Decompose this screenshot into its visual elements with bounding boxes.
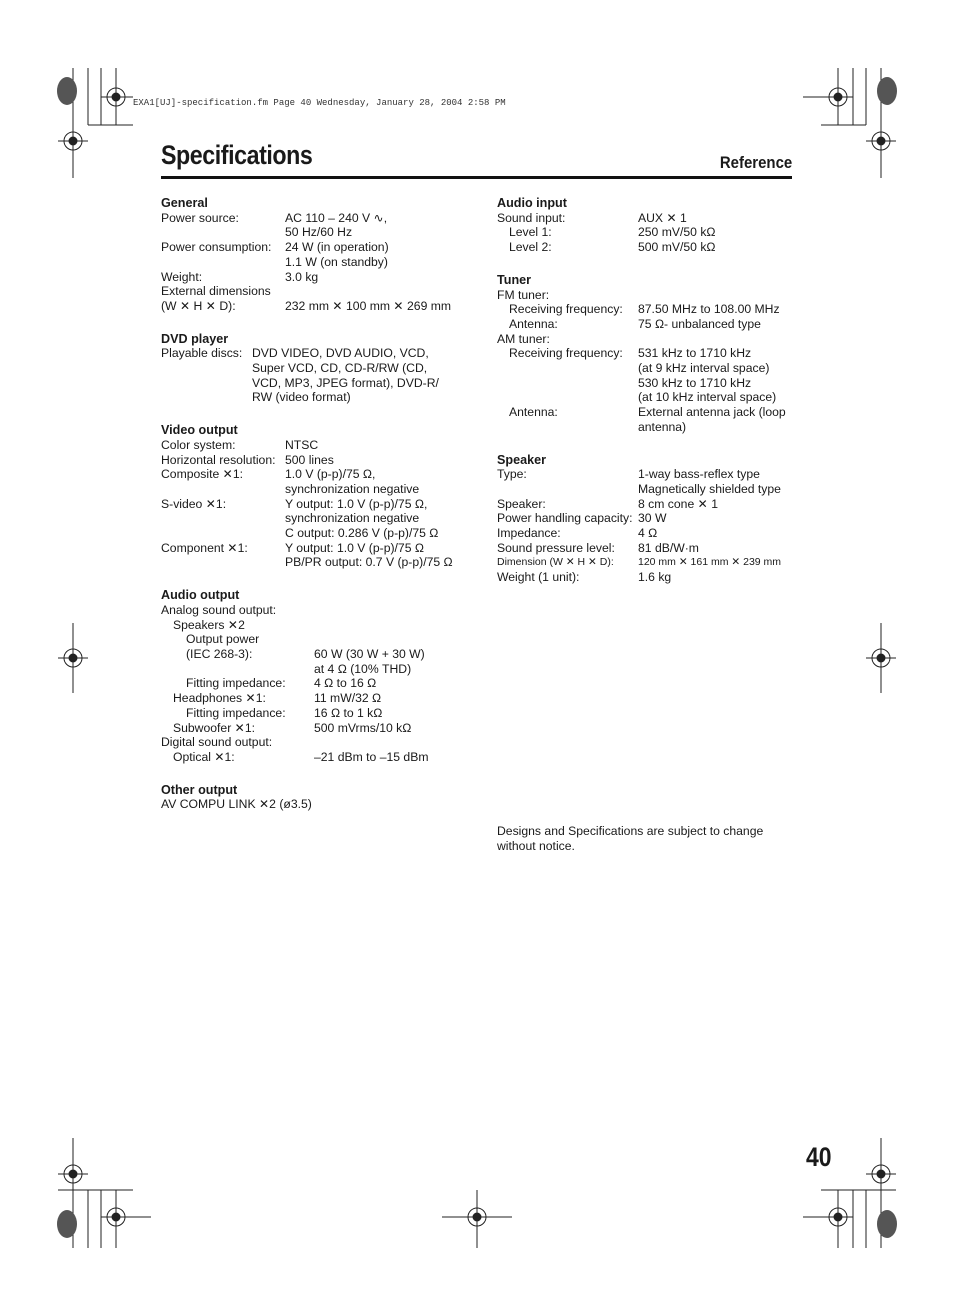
spec-value: AV COMPU LINK ✕2 (ø3.5)	[161, 797, 312, 812]
spec-key: (W ✕ H ✕ D):	[161, 298, 236, 313]
spec-value: (at 9 kHz interval space)	[638, 361, 770, 376]
spec-key: Output power	[186, 632, 260, 647]
spec-value: (at 10 kHz interval space)	[638, 390, 777, 405]
spec-value: 500 lines	[285, 452, 334, 467]
spec-key: AM tuner:	[497, 331, 550, 346]
spec-value: 75 Ω- unbalanced type	[638, 316, 761, 331]
spec-key: Headphones ✕1:	[173, 691, 266, 706]
spec-key: Antenna:	[509, 405, 558, 420]
general-section	[161, 196, 461, 314]
spec-value: 500 mV/50 kΩ	[638, 240, 716, 255]
spec-value: C output: 0.286 V (p-p)/75 Ω	[285, 526, 439, 541]
spec-key: Receiving frequency:	[509, 302, 623, 317]
spec-value: DVD VIDEO, DVD AUDIO, VCD,	[252, 346, 429, 361]
spec-key: Type:	[497, 467, 527, 482]
spec-key: Fitting impedance:	[186, 705, 286, 720]
spec-key: External dimensions	[161, 284, 271, 299]
spec-value: 1-way bass-reflex type	[638, 467, 760, 482]
speaker-title: Speaker	[497, 452, 547, 467]
spec-value: 4 Ω	[638, 526, 658, 541]
spec-value: 4 Ω to 16 Ω	[314, 676, 377, 691]
audio-input-title: Audio input	[497, 196, 567, 210]
spec-key: Horizontal resolution:	[161, 452, 276, 467]
spec-value: –21 dBm to –15 dBm	[314, 749, 429, 764]
title-rule	[161, 176, 792, 179]
spec-value: NTSC	[285, 437, 319, 452]
spec-key: Level 1:	[509, 225, 552, 240]
file-header-line: EXA1[UJ]-specification.fm Page 40 Wednesday, January 28, 2004 2:58 PM	[133, 98, 506, 108]
spec-key: Playable discs:	[161, 346, 243, 361]
spec-key: Level 2:	[509, 240, 552, 255]
spec-value: Super VCD, CD, CD-R/RW (CD,	[252, 361, 428, 376]
spec-value: PB/PR output: 0.7 V (p-p)/75 Ω	[285, 555, 453, 570]
spec-key: Antenna:	[509, 316, 558, 331]
spec-key: Dimension (W ✕ H ✕ D):	[497, 556, 614, 569]
section-label: Reference	[719, 153, 792, 172]
spec-key: Digital sound output:	[161, 735, 273, 750]
page-title: Specifications	[161, 140, 313, 170]
spec-value: 500 mVrms/10 kΩ	[314, 720, 412, 735]
spec-key: Power source:	[161, 210, 239, 225]
spec-value: 24 W (in operation)	[285, 240, 389, 255]
spec-value: RW (video format)	[252, 390, 351, 405]
left-column	[161, 196, 461, 830]
spec-key: Power consumption:	[161, 240, 272, 255]
spec-key: Component ✕1:	[161, 540, 248, 555]
spec-key: Weight (1 unit):	[497, 570, 580, 585]
tuner-section	[497, 273, 797, 435]
audio-output-section	[161, 588, 461, 764]
spec-value: 8 cm cone ✕ 1	[638, 496, 718, 511]
spec-value: 60 W (30 W + 30 W)	[314, 646, 425, 661]
other-output-section	[161, 783, 461, 812]
spec-value: 16 Ω to 1 kΩ	[314, 705, 383, 720]
page-number: 40	[806, 1142, 832, 1172]
spec-value: Magnetically shielded type	[638, 481, 781, 496]
spec-value: 1.1 W (on standby)	[285, 254, 388, 269]
spec-value: 232 mm ✕ 100 mm ✕ 269 mm	[285, 298, 452, 313]
spec-key: FM tuner:	[497, 287, 550, 302]
spec-value: 87.50 MHz to 108.00 MHz	[638, 302, 780, 317]
video-section	[161, 423, 461, 570]
spec-key: Composite ✕1:	[161, 467, 244, 482]
spec-key: Speaker:	[497, 496, 546, 511]
spec-value: 30 W	[638, 511, 667, 526]
spec-key: Speakers ✕2	[173, 617, 245, 632]
dvd-title: DVD player	[161, 331, 229, 346]
spec-key: Weight:	[161, 269, 203, 284]
spec-key: Sound input:	[497, 210, 566, 225]
spec-value: antenna)	[638, 419, 687, 434]
spec-key: Analog sound output:	[161, 602, 277, 617]
spec-value: 3.0 kg	[285, 269, 319, 284]
audio-input-section	[497, 196, 797, 255]
spec-value: 530 kHz to 1710 kHz	[638, 375, 752, 390]
spec-key: Fitting impedance:	[186, 676, 286, 691]
spec-value: synchronization negative	[285, 481, 420, 496]
dvd-section	[161, 332, 461, 406]
spec-key: Subwoofer ✕1:	[173, 720, 256, 735]
spec-key: (IEC 268-3):	[186, 646, 253, 661]
general-title: General	[161, 196, 208, 210]
spec-value: Y output: 1.0 V (p-p)/75 Ω,	[285, 496, 428, 511]
video-title: Video output	[161, 423, 238, 438]
spec-value: Y output: 1.0 V (p-p)/75 Ω	[285, 540, 424, 555]
audio-output-title: Audio output	[161, 588, 240, 603]
spec-key: Optical ✕1:	[173, 749, 235, 764]
spec-value: 11 mW/32 Ω	[314, 691, 382, 706]
spec-value: 1.6 kg	[638, 570, 672, 585]
right-column	[497, 196, 797, 603]
spec-key: S-video ✕1:	[161, 496, 227, 511]
spec-key: Sound pressure level:	[497, 540, 615, 555]
spec-key: Power handling capacity:	[497, 511, 633, 526]
spec-value: AUX ✕ 1	[638, 210, 687, 225]
spec-value: External antenna jack (loop	[638, 405, 786, 420]
disclaimer-note: Designs and Specifications are subject to change without notice.	[497, 824, 764, 853]
spec-value: VCD, MP3, JPEG format), DVD-R/	[252, 375, 439, 390]
spec-value: 250 mV/50 kΩ	[638, 225, 716, 240]
speaker-section	[497, 453, 797, 585]
other-output-title: Other output	[161, 782, 238, 797]
spec-value: 81 dB/W·m	[638, 540, 699, 555]
spec-value: AC 110 – 240 V ∿,	[285, 210, 388, 225]
spec-value: 1.0 V (p-p)/75 Ω,	[285, 467, 376, 482]
spec-value: at 4 Ω (10% THD)	[314, 661, 412, 676]
spec-key: Receiving frequency:	[509, 346, 623, 361]
spec-key: Color system:	[161, 437, 236, 452]
tuner-title: Tuner	[497, 272, 532, 287]
spec-value: synchronization negative	[285, 511, 420, 526]
spec-value: 50 Hz/60 Hz	[285, 225, 353, 240]
spec-key: Impedance:	[497, 526, 561, 541]
spec-value: 120 mm ✕ 161 mm ✕ 239 mm	[638, 556, 782, 569]
spec-value: 531 kHz to 1710 kHz	[638, 346, 752, 361]
